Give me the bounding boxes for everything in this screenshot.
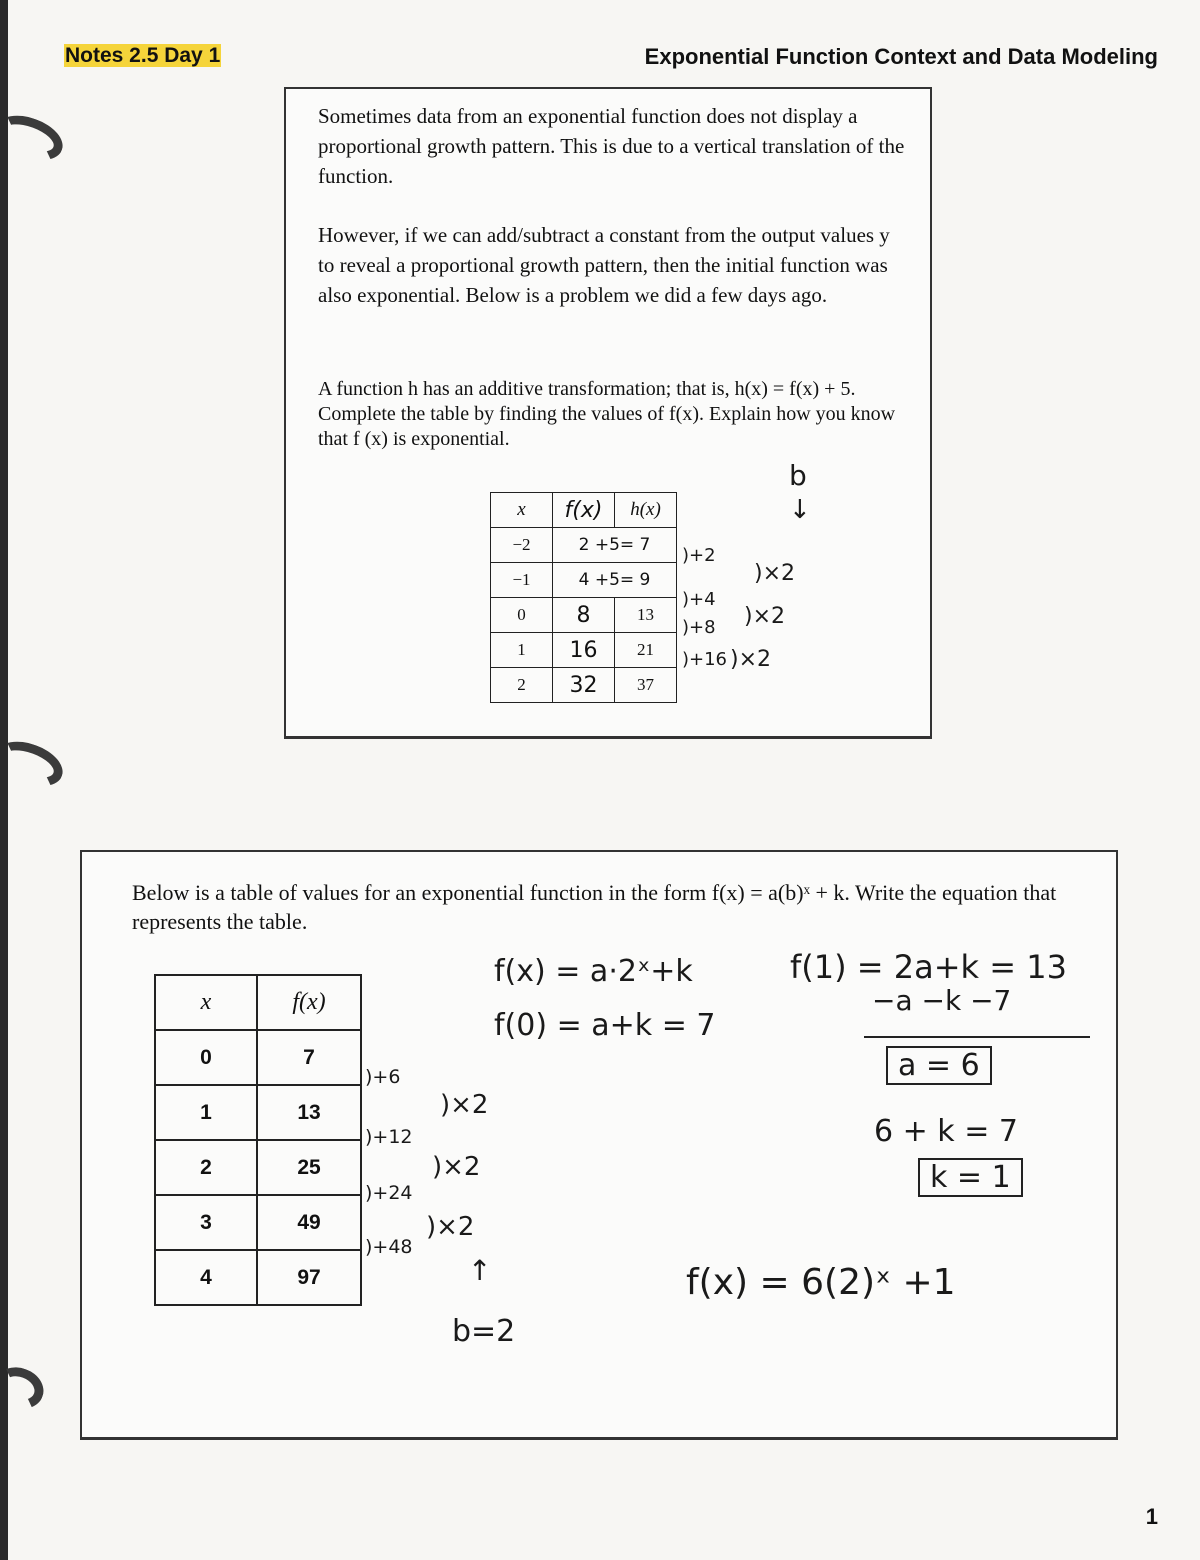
diff-note: )+16 <box>682 649 728 670</box>
table-row <box>155 1085 361 1140</box>
header-x: x <box>491 493 553 528</box>
intro-paragraph-1: Sometimes data from an exponential function does not display a proportional growth pattern. This is due to a vertical translation of the function. <box>318 104 905 188</box>
ratio-note: )×2 <box>754 561 796 586</box>
notes-title-text: Notes 2.5 Day 1 <box>65 44 221 67</box>
ratio-note: )×2 <box>426 1212 475 1242</box>
diff-note: )+24 <box>365 1182 413 1204</box>
cell-fx: 16 <box>553 633 615 668</box>
diff-note: )+4 <box>682 589 716 610</box>
header-fx: f(x) <box>553 493 615 528</box>
cell-fx: 25 <box>257 1140 361 1195</box>
table-row <box>155 1030 361 1085</box>
diff-note: )+2 <box>682 545 716 566</box>
ratio-note: )×2 <box>440 1090 489 1120</box>
k-equation: 6 + k = 7 <box>874 1114 1018 1149</box>
final-equation: f(x) = 6(2)ˣ +1 <box>686 1262 956 1303</box>
f0-equation: f(0) = a+k = 7 <box>494 1008 716 1043</box>
b-label: b <box>789 459 807 492</box>
table-row <box>155 1250 361 1305</box>
practice-box <box>80 850 1118 1440</box>
cell-fx-hx: 2 +5= 7 <box>553 528 677 563</box>
diff-note: )+8 <box>682 617 716 638</box>
cell-x: −2 <box>491 528 553 563</box>
cell-x: −1 <box>491 563 553 598</box>
binder-edge <box>0 0 8 1560</box>
diff-note: )+6 <box>365 1066 401 1088</box>
b-result: b=2 <box>452 1314 516 1349</box>
cell-fx: 8 <box>553 598 615 633</box>
cell-fx: 13 <box>257 1085 361 1140</box>
cell-hx: 21 <box>615 633 677 668</box>
table-row <box>155 1195 361 1250</box>
intro-paragraph-2: However, if we can add/subtract a constant from the output values y to reveal a proportional growth pattern, then the initial function was also exponential. Below is a problem we did a few days ago. <box>318 223 890 307</box>
a-result: a = 6 <box>886 1046 992 1085</box>
header-x: x <box>155 975 257 1030</box>
problem-statement: A function h has an additive transformation; that is, h(x) = f(x) + 5. Complete the table by finding the values of f(x). Explain how you know that f (x) is exponential. <box>318 378 896 450</box>
down-arrow-icon: ↓ <box>789 495 811 525</box>
cell-x: 1 <box>155 1085 257 1140</box>
intro-box <box>284 87 932 739</box>
subtraction-rule <box>864 1036 1090 1038</box>
binder-ring <box>0 107 69 169</box>
cell-fx: 49 <box>257 1195 361 1250</box>
ratio-note: )×2 <box>730 647 772 672</box>
header-hx: h(x) <box>615 493 677 528</box>
subtraction-line: −a −k −7 <box>872 984 1012 1017</box>
cell-hx: 37 <box>615 668 677 703</box>
table-row <box>491 598 677 633</box>
cell-fx: 32 <box>553 668 615 703</box>
cell-x: 4 <box>155 1250 257 1305</box>
table-row <box>491 668 677 703</box>
cell-x: 2 <box>491 668 553 703</box>
cell-fx-hx: 4 +5= 9 <box>553 563 677 598</box>
f1-equation: f(1) = 2a+k = 13 <box>790 948 1067 986</box>
cell-fx: 97 <box>257 1250 361 1305</box>
cell-x: 0 <box>491 598 553 633</box>
table-row <box>491 633 677 668</box>
cell-x: 1 <box>491 633 553 668</box>
table-row <box>491 528 677 563</box>
header-fx: f(x) <box>257 975 361 1030</box>
page-number: 1 <box>1145 1504 1158 1529</box>
diff-note: )+12 <box>365 1126 413 1148</box>
cell-x: 3 <box>155 1195 257 1250</box>
ratio-note: )×2 <box>432 1152 481 1182</box>
binder-ring <box>0 733 69 795</box>
notes-title <box>64 44 221 68</box>
k-result: k = 1 <box>918 1158 1023 1197</box>
fx-table <box>154 974 362 1306</box>
table-row <box>491 563 677 598</box>
general-equation: f(x) = a·2ˣ+k <box>494 954 693 989</box>
diff-note: )+48 <box>365 1236 413 1258</box>
cell-hx: 13 <box>615 598 677 633</box>
cell-x: 2 <box>155 1140 257 1195</box>
ratio-note: )×2 <box>744 604 786 629</box>
practice-prompt: Below is a table of values for an exponential function in the form f(x) = a(b)ˣ + k. Write the equation that represents the table. <box>132 880 1057 934</box>
cell-fx: 7 <box>257 1030 361 1085</box>
lesson-title: Exponential Function Context and Data Modeling <box>644 44 1158 69</box>
table-header-row <box>155 975 361 1030</box>
up-arrow-icon: ↑ <box>468 1254 492 1287</box>
cell-x: 0 <box>155 1030 257 1085</box>
table-header-row <box>491 493 677 528</box>
table-row <box>155 1140 361 1195</box>
h-function-table <box>490 492 677 703</box>
